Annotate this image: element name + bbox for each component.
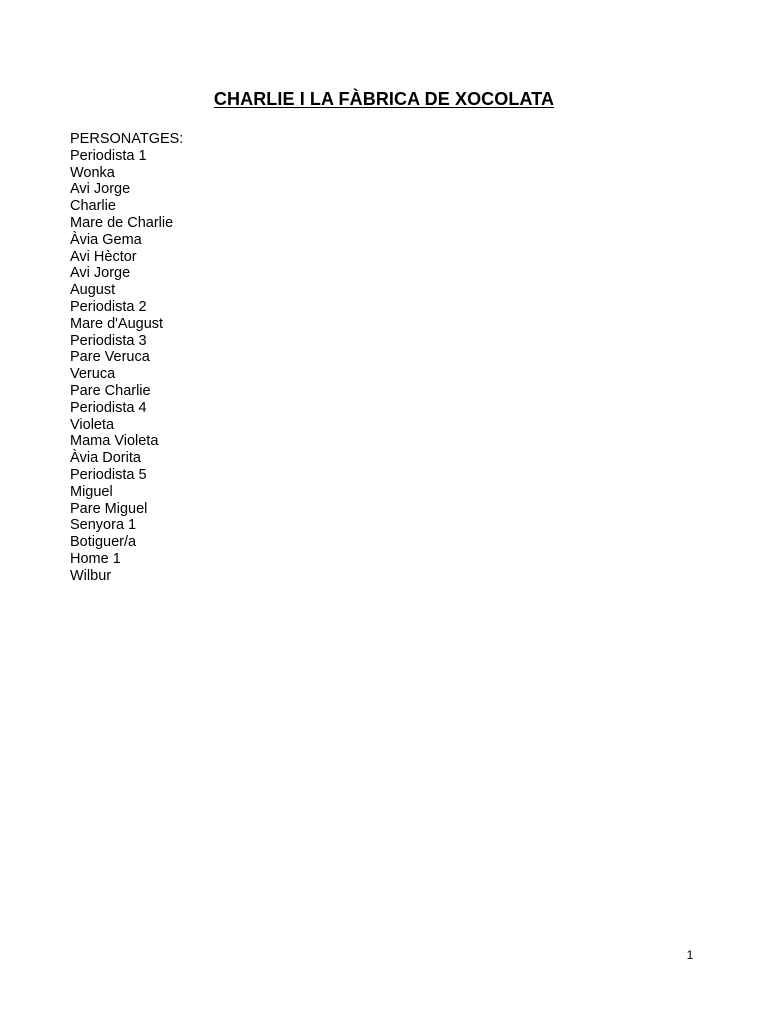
character-item: Violeta xyxy=(70,416,115,433)
character-list xyxy=(70,148,470,585)
cast-section xyxy=(70,131,470,585)
character-item: Avi Jorge xyxy=(70,265,131,282)
character-item: Periodista 4 xyxy=(70,399,147,416)
character-item: Charlie xyxy=(70,198,116,215)
character-item: Miguel xyxy=(70,483,113,500)
character-item: Periodista 5 xyxy=(70,466,147,483)
character-item: Periodista 1 xyxy=(70,147,147,164)
character-item: Pare Charlie xyxy=(70,382,151,399)
character-item: August xyxy=(70,282,116,299)
character-item: Periodista 2 xyxy=(70,298,147,315)
character-item: Wonka xyxy=(70,164,115,181)
character-item: Àvia Gema xyxy=(70,231,142,248)
character-item: Avi Hèctor xyxy=(70,248,137,265)
character-item: Periodista 3 xyxy=(70,332,147,349)
character-item: Wilbur xyxy=(70,567,112,584)
character-item: Veruca xyxy=(70,366,116,383)
character-item: Mare d'August xyxy=(70,315,164,332)
character-item: Home 1 xyxy=(70,550,121,567)
character-item: Mare de Charlie xyxy=(70,214,174,231)
character-item: Àvia Dorita xyxy=(70,450,141,467)
character-item: Pare Veruca xyxy=(70,349,150,366)
page-title: CHARLIE I LA FÀBRICA DE XOCOLATA xyxy=(213,89,555,109)
page-number: 1 xyxy=(686,948,694,962)
character-item: Senyora 1 xyxy=(70,517,137,534)
character-item: Avi Jorge xyxy=(70,181,131,198)
cast-heading: PERSONATGES: xyxy=(70,131,184,147)
character-item: Mama Violeta xyxy=(70,433,159,450)
character-item: Botiguer/a xyxy=(70,534,137,551)
character-item: Pare Miguel xyxy=(70,500,148,517)
